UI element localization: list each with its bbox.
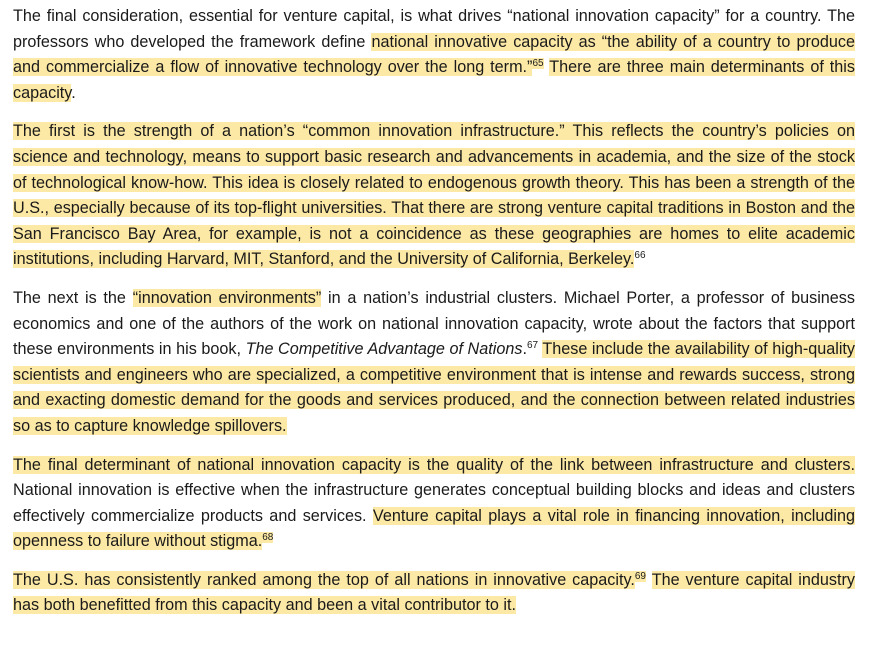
text-segment: . bbox=[71, 83, 76, 102]
paragraph-3 bbox=[13, 286, 855, 440]
book-title: The Competitive Advantage of Nations bbox=[245, 340, 523, 359]
highlighted-text: The venture capital industry has both benefitted from this capacity and been a vital contributor to it. bbox=[13, 570, 855, 615]
text-segment: . bbox=[522, 340, 527, 359]
footnote-ref-66[interactable]: 66 bbox=[634, 250, 646, 262]
paragraph-2 bbox=[13, 119, 855, 273]
text-segment: The next is the bbox=[13, 288, 133, 307]
paragraph-4 bbox=[13, 453, 855, 555]
highlighted-text: There are three main determinants of this capacity bbox=[13, 58, 855, 102]
highlighted-text: These include the availability of high-quality scientists and engineers who are specialized, a competitive environment that is intense and rewards success, strong and exacting domestic demand for the goods and services produced, and the connection between related industries so as to capture knowledge spillovers. bbox=[13, 340, 856, 435]
text-segment: The final consideration, essential for venture capital, is what drives “national innovation capacity” for a country. The professors who developed the framework define bbox=[13, 7, 855, 51]
text-segment: in a nation’s industrial clusters. Michael Porter, a professor of business economics and one of the authors of the work on national innovation capacity, wrote about the factors that support these environments in his book, bbox=[13, 288, 855, 359]
paragraph-5 bbox=[13, 568, 855, 619]
text-segment: National innovation is effective when the infrastructure generates conceptual building blocks and ideas and clusters effectively commercialize products and services. bbox=[13, 481, 855, 525]
highlighted-text: national innovative capacity as “the ability of a country to produce and commercialize a flow of innovative technology over the long term.” bbox=[13, 32, 855, 77]
text-segment bbox=[646, 571, 652, 589]
footnote-ref-69[interactable]: 69 bbox=[634, 570, 646, 582]
highlighted-text: The first is the strength of a nation’s “common innovation infrastructure.” This reflects the country’s policies on science and technology, means to support basic research and advancements in academia, and the size of the stock of technological know-how. This idea is closely related to endogenous growth theory. This has been a strength of the U.S., especially because of its top-flight universities. That there are strong venture capital traditions in Boston and the San Francisco Bay Area, for example, is not a coincidence as these geographies are homes to elite academic institutions, including Harvard, MIT, Stanford, and the University of California, Berkeley. bbox=[13, 122, 855, 269]
footnote-ref-67[interactable]: 67 bbox=[526, 340, 539, 352]
highlighted-text: Venture capital plays a vital role in financing innovation, including openness to failure without stigma. bbox=[13, 506, 855, 551]
footnote-ref-68[interactable]: 68 bbox=[262, 532, 274, 544]
footnote-ref-65[interactable]: 65 bbox=[532, 58, 544, 70]
paragraph-1 bbox=[13, 4, 855, 106]
highlighted-text: The U.S. has consistently ranked among the top of all nations in innovative capacity. bbox=[13, 570, 635, 589]
highlighted-text: “innovation environments” bbox=[132, 288, 322, 307]
highlighted-text: The final determinant of national innovation capacity is the quality of the link between infrastructure and clusters. bbox=[13, 455, 855, 474]
